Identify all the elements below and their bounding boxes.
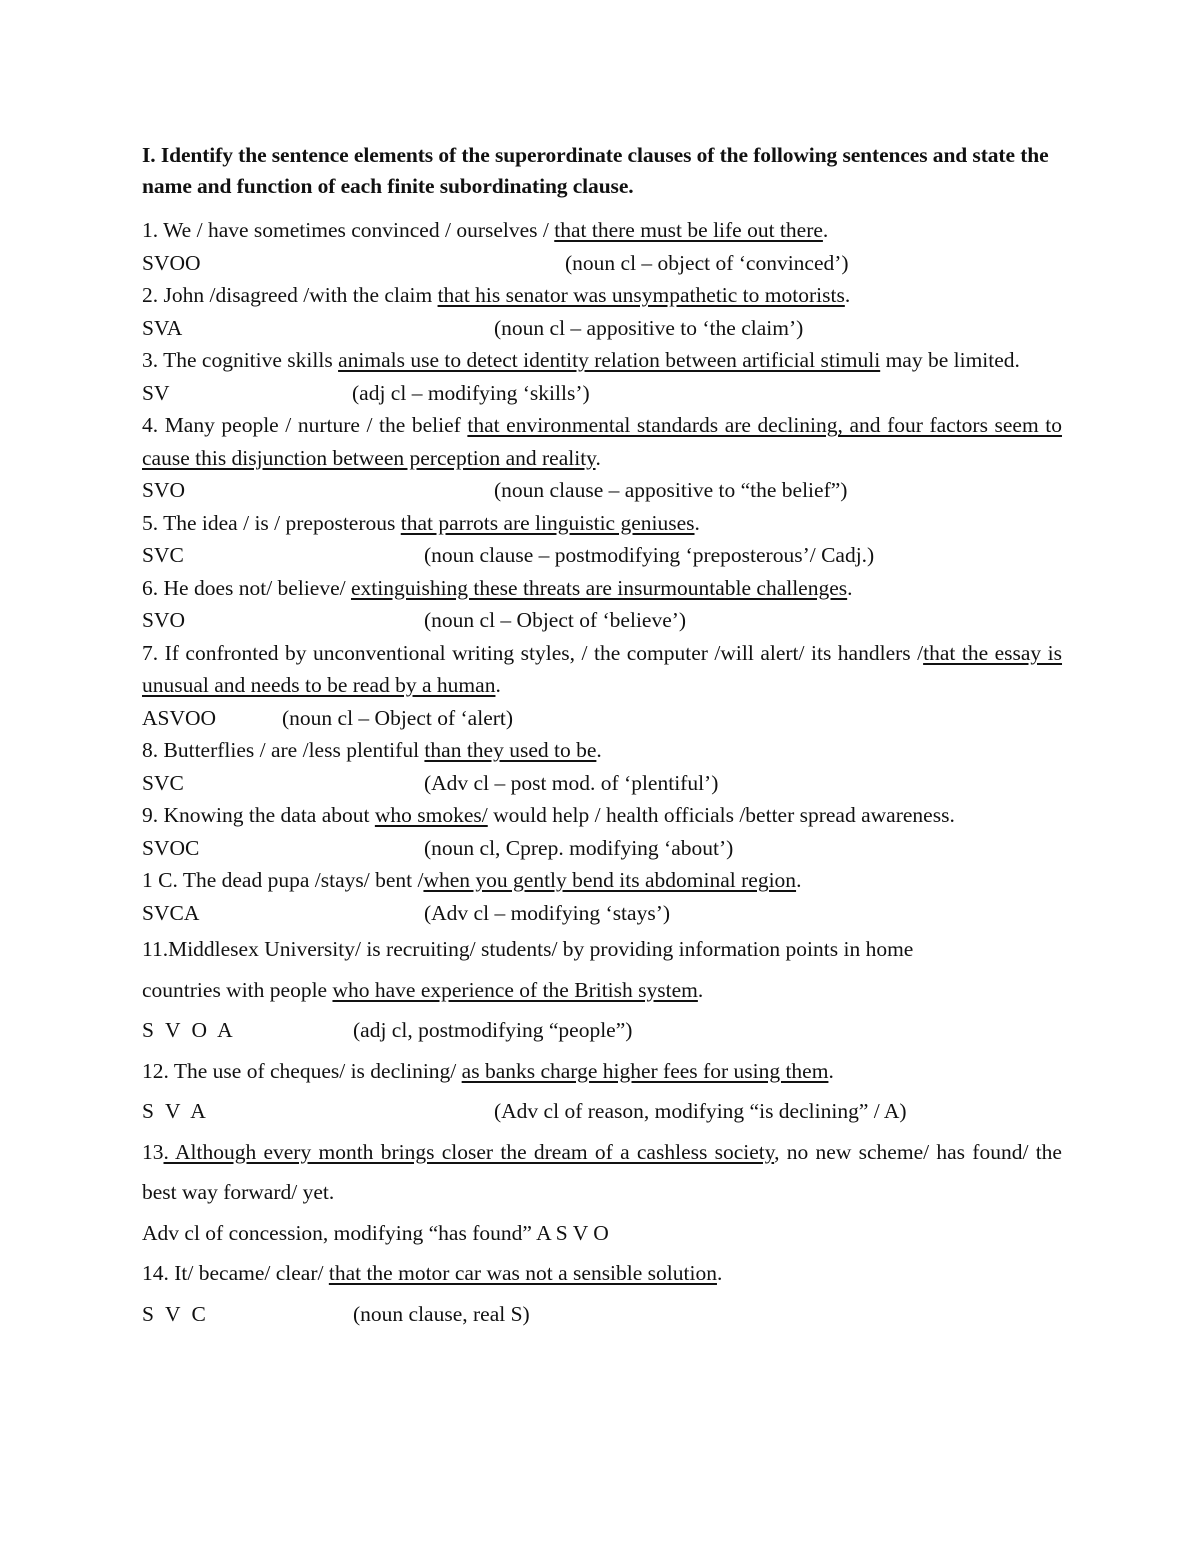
element-code-2: SVA [142,315,183,340]
sentence-12: 12. The use of cheques/ is declining/ as banks charge higher fees for using them. [142,1058,834,1083]
clause-note-5: (noun clause – postmodifying ‘preposterous’/ Cadj.) [424,543,875,567]
subordinate-clause-14: that the motor car was not a sensible solution [328,1261,717,1285]
answer-7 [142,702,1062,735]
subordinate-clause-2: that his senator was unsympathetic to motorists [437,283,845,307]
element-code-4: SVO [142,478,186,502]
element-code-5: SVC [142,543,184,567]
element-code-6: SVO [142,608,186,632]
clause-note-8: (Adv cl – post mod. of ‘plentiful’) [424,770,719,795]
element-code-3: SV [142,380,170,405]
subordinate-clause-9: who smokes/ [374,803,488,827]
answer-8 [142,767,1062,800]
element-code-10: SVCA [142,900,200,925]
sentence-11-line-2: countries with people who have experience of the British system. [142,977,704,1002]
sentence-8: 8. Butterflies / are /less plentiful than they used to be. [142,738,602,762]
sentence-2: 2. John /disagreed /with the claim that his senator was unsympathetic to motorists. [142,283,851,307]
clause-note-7: (noun cl – Object of ‘alert) [282,705,514,730]
answer-14 [142,1294,1062,1335]
clause-note-11: (adj cl, postmodifying “people”) [353,1018,633,1042]
clause-note-1: (noun cl – object of ‘convinced’) [565,250,849,275]
answer-10 [142,897,1062,930]
subordinate-clause-3: animals use to detect identity relation between artificial stimuli [338,348,881,372]
subordinate-clause-13: . Although every month brings closer the dream of a cashless society [163,1139,775,1164]
sentence-4: 4. Many people / nurture / the belief that environmental standards are declining, and four factors seem to cause this disjunction between perception and reality. [142,413,1062,470]
subordinate-clause-1: that there must be life out there [554,218,823,242]
sentence-11-line-1: 11.Middlesex University/ is recruiting/ students/ by providing information points in home [142,937,914,961]
sentence-5: 5. The idea / is / preposterous that parrots are linguistic geniuses. [142,510,700,535]
sentence-13: 13. Although every month brings closer the dream of a cashless society, no new scheme/ has found/ the best way forward/ yet. [142,1139,1062,1204]
answer-6 [142,604,1062,637]
clause-note-12: (Adv cl of reason, modifying “is declining” / A) [494,1099,907,1123]
element-code-8: SVC [142,770,184,795]
subordinate-clause-8: than they used to be [424,738,597,762]
element-code-9: SVOC [142,835,200,860]
subordinate-clause-10: when you gently bend its abdominal region [423,868,797,892]
sentence-14: 14. It/ became/ clear/ that the motor car was not a sensible solution. [142,1261,723,1285]
answer-1 [142,247,1062,280]
answer-11 [142,1010,1062,1051]
answer-12 [142,1091,1062,1132]
clause-note-10: (Adv cl – modifying ‘stays’) [424,900,671,925]
answer-9 [142,832,1062,865]
subordinate-clause-11: who have experience of the British system [332,977,698,1002]
clause-note-13: Adv cl of concession, modifying “has found” A S V O [142,1220,609,1245]
sentence-6: 6. He does not/ believe/ extinguishing these threats are insurmountable challenges. [142,575,853,600]
subordinate-clause-12: as banks charge higher fees for using them [461,1058,829,1083]
sentence-10: 1 C. The dead pupa /stays/ bent /when you gently bend its abdominal region. [142,868,802,892]
answer-5 [142,539,1062,572]
clause-note-3: (adj cl – modifying ‘skills’) [352,380,590,405]
answer-2 [142,312,1062,345]
clause-note-6: (noun cl – Object of ‘believe’) [424,608,687,632]
clause-note-2: (noun cl – appositive to ‘the claim’) [494,315,804,340]
clause-note-9: (noun cl, Cprep. modifying ‘about’) [424,835,734,860]
sentence-1: 1. We / have sometimes convinced / ourselves / that there must be life out there. [142,218,829,242]
subordinate-clause-6: extinguishing these threats are insurmountable challenges [350,575,848,600]
answer-13 [142,1213,1062,1254]
sentence-7: 7. If confronted by unconventional writing styles, / the computer /will alert/ its handlers /that the essay is unusual and needs to be read by a human. [142,640,1063,697]
subordinate-clause-5: that parrots are linguistic geniuses [400,510,695,535]
element-code-7: ASVOO [142,705,217,730]
element-code-11: S V O A [142,1018,236,1042]
sentence-9: 9. Knowing the data about who smokes/ would help / health officials /better spread awareness. [142,803,955,827]
answer-4 [142,474,1062,507]
document-page [142,140,1062,1334]
element-code-14: S V C [142,1301,209,1326]
element-code-12: S V A [142,1099,209,1123]
sentence-3: 3. The cognitive skills animals use to detect identity relation between artificial stimuli may be limited. [142,348,1020,372]
exercise-heading: I. Identify the sentence elements of the superordinate clauses of the following sentences and state the name and function of each finite subordinating clause. [142,143,1049,198]
clause-note-14: (noun clause, real S) [353,1301,530,1326]
clause-note-4: (noun clause – appositive to “the belief”) [494,478,848,502]
element-code-1: SVOO [142,250,201,275]
answer-3 [142,377,1062,410]
subordinate-clause-7: that the essay is unusual and needs to be read by a human [142,640,1063,697]
subordinate-clause-4: that environmental standards are declining, and four factors seem to cause this disjunction between perception and reality [142,413,1062,470]
